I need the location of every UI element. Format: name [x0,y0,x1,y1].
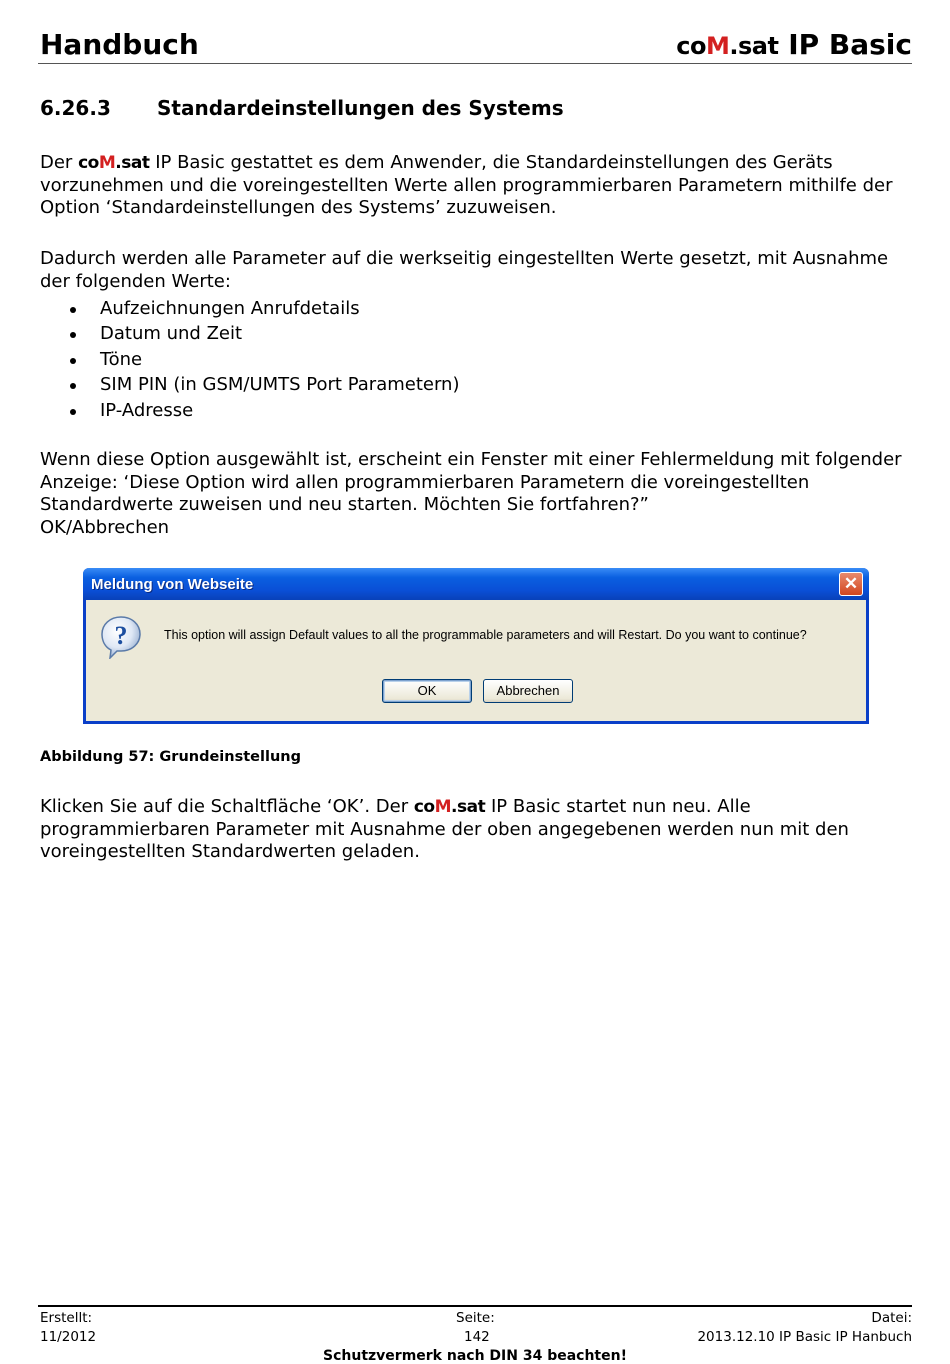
header-product-suffix: IP Basic [788,28,912,61]
restart-paragraph [40,796,920,864]
svg-text:?: ? [114,621,128,650]
exceptions-list [40,296,459,423]
footer-page-number: 142 [464,1329,490,1345]
cancel-button[interactable]: Abbrechen [483,679,573,703]
dialog-description-options: OK/Abbrechen [40,516,170,538]
intro-text: IP Basic gestattet es dem Anwender, die Standardeinstellungen des Geräts vorzunehmen und die voreingestellten Werte allen programmierbaren Parametern mithilfe der Option ‘Standardeinstellungen des Systems’ zuzuweisen. [40,152,893,218]
section-title: Standardeinstellungen des Systems [157,96,564,120]
intro-paragraph [40,152,920,220]
list-item: Datum und Zeit [40,321,459,346]
header-product [676,28,912,61]
comsat-logo: coM.sat [676,32,779,60]
dialog-message: This option will assign Default values to all the programmable parameters and will Restart. Do you want to continue? [164,628,807,642]
list-item: IP-Adresse [40,398,459,423]
restart-prefix: Klicken Sie auf die Schaltfläche ‘OK’. Der [40,796,409,817]
footer-divider [38,1305,912,1307]
footer-page-label: Seite: [456,1310,495,1326]
ok-button[interactable]: OK [382,679,472,703]
intro-prefix: Der [40,152,73,173]
dialog-description-paragraph [40,449,920,539]
dialog-description-text: Wenn diese Option ausgewählt ist, erscheint ein Fenster mit einer Fehlermeldung mit folgender Anzeige: ‘Diese Option wird allen programmierbaren Parametern die voreingestellten Standardwerte zuweisen und neu starten. Möchten Sie fortfahren?” [40,449,902,515]
close-button[interactable] [839,572,863,596]
confirm-dialog [83,568,869,724]
header-divider [38,63,912,64]
footer-created-label: Erstellt: [40,1310,93,1326]
header-title: Handbuch [40,28,199,61]
question-icon [100,615,142,659]
dialog-title: Meldung von Webseite [91,576,254,593]
list-item: Töne [40,347,459,372]
figure-caption: Abbildung 57: Grundeinstellung [40,749,301,765]
dialog-titlebar [83,568,869,600]
section-heading [40,96,564,120]
footer-file-label: Datei: [871,1310,912,1326]
section-number: 6.26.3 [40,96,111,120]
close-icon: ✕ [843,574,859,593]
restart-text: IP Basic startet nun neu. Alle programmierbaren Parameter mit Ausnahme der oben angegebenen werden nun mit den voreingestellten Standardwerten geladen. [40,796,849,862]
footer-notice: Schutzvermerk nach DIN 34 beachten! [323,1348,627,1364]
comsat-logo-inline: coM.sat [78,153,150,173]
list-item: SIM PIN (in GSM/UMTS Port Parametern) [40,372,459,397]
footer-created-value: 11/2012 [40,1329,97,1345]
exceptions-paragraph: Dadurch werden alle Parameter auf die werkseitig eingestellten Werte gesetzt, mit Ausnahme der folgenden Werte: [40,248,889,292]
footer-file-value: 2013.12.10 IP Basic IP Hanbuch [697,1329,912,1345]
comsat-logo-inline: coM.sat [413,797,486,817]
list-item: Aufzeichnungen Anrufdetails [40,296,459,321]
